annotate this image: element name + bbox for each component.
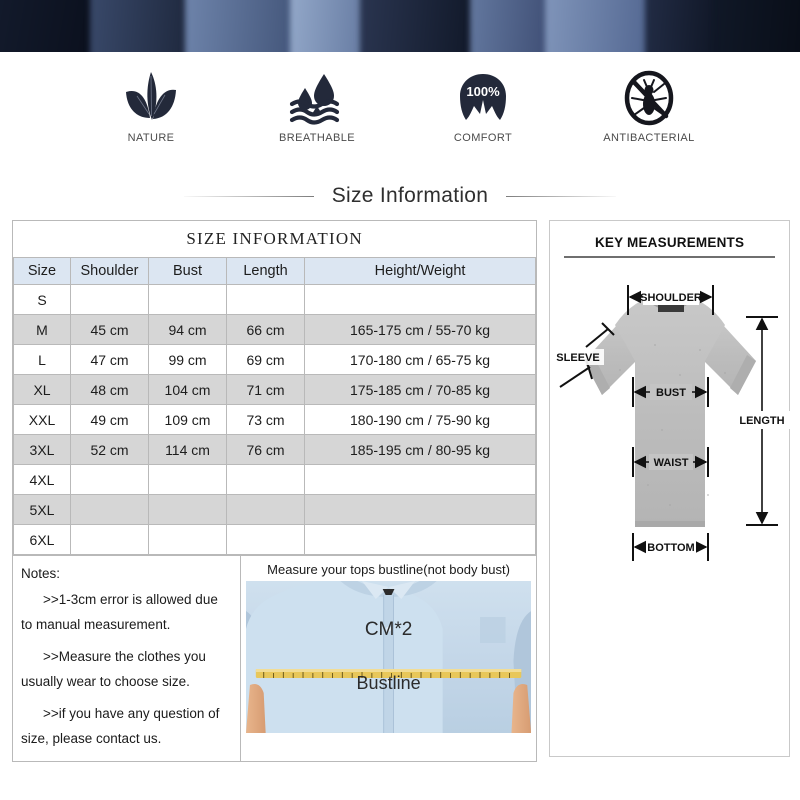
cell-shoulder: 45 cm <box>71 315 149 345</box>
cell-shoulder <box>71 285 149 315</box>
cell-size: M <box>14 315 71 345</box>
leaf-icon <box>96 68 206 130</box>
tshirt-measurement-diagram <box>550 255 792 725</box>
water-drop-icon <box>262 68 372 130</box>
cell-length <box>227 495 305 525</box>
table-header-row <box>14 258 536 285</box>
cell-length <box>227 465 305 495</box>
cell-shoulder: 49 cm <box>71 405 149 435</box>
column-header-shoulder: Shoulder <box>71 258 149 285</box>
heading-rule-right <box>506 196 616 197</box>
size-information-heading <box>0 172 800 220</box>
notes-block <box>13 556 241 761</box>
table-row <box>14 285 536 315</box>
feature-antibacterial <box>594 68 704 144</box>
feature-comfort <box>428 68 538 144</box>
feature-nature <box>96 68 206 144</box>
cell-length <box>227 525 305 555</box>
label-bust: BUST <box>656 387 687 399</box>
table-row <box>14 375 536 405</box>
table-title-row <box>14 221 536 258</box>
comfort-100-icon <box>428 68 538 130</box>
note-line-1: >>1-3cm error is allowed due <box>43 591 218 607</box>
cell-shoulder <box>71 465 149 495</box>
cell-shoulder <box>71 525 149 555</box>
cell-length: 71 cm <box>227 375 305 405</box>
column-header-length: Length <box>227 258 305 285</box>
photo-caption: Measure your tops bustline(not body bust) <box>267 562 510 577</box>
size-information-table <box>13 221 536 555</box>
table-row <box>14 315 536 345</box>
cell-bust: 94 cm <box>149 315 227 345</box>
cell-size: L <box>14 345 71 375</box>
feature-label: ANTIBACTERIAL <box>603 132 695 144</box>
cell-height-weight: 165-175 cm / 55-70 kg <box>305 315 536 345</box>
cell-size: 3XL <box>14 435 71 465</box>
cell-length: 76 cm <box>227 435 305 465</box>
cell-shoulder <box>71 495 149 525</box>
cell-height-weight: 180-190 cm / 75-90 kg <box>305 405 536 435</box>
cell-bust <box>149 495 227 525</box>
cell-bust: 104 cm <box>149 375 227 405</box>
cell-bust <box>149 465 227 495</box>
main-content <box>0 220 800 762</box>
no-insect-icon <box>594 68 704 130</box>
feature-breathable <box>262 68 372 144</box>
cell-bust: 99 cm <box>149 345 227 375</box>
fabric-banner <box>0 0 800 52</box>
key-measurements-panel <box>549 220 790 757</box>
table-row <box>14 405 536 435</box>
cell-shoulder: 48 cm <box>71 375 149 405</box>
size-table-panel <box>12 220 537 762</box>
table-row <box>14 525 536 555</box>
cell-size: S <box>14 285 71 315</box>
feature-label: COMFORT <box>453 132 513 144</box>
cell-size: XXL <box>14 405 71 435</box>
cell-length: 69 cm <box>227 345 305 375</box>
cell-length: 73 cm <box>227 405 305 435</box>
table-row <box>14 465 536 495</box>
photo-label-bustline: Bustline <box>356 673 421 693</box>
cell-shoulder: 52 cm <box>71 435 149 465</box>
feature-label: NATURE <box>127 132 175 144</box>
notes-heading: Notes: <box>21 566 61 581</box>
table-row <box>14 435 536 465</box>
note-line-1b: to manual measurement. <box>21 617 171 633</box>
banner-fold <box>185 0 305 52</box>
banner-fold <box>90 0 200 52</box>
svg-text:100%: 100% <box>466 84 500 99</box>
notes-and-photo <box>13 555 536 761</box>
feature-strip <box>0 52 800 172</box>
cell-height-weight: 170-180 cm / 65-75 kg <box>305 345 536 375</box>
column-header-size: Size <box>14 258 71 285</box>
label-waist: WAIST <box>653 457 689 469</box>
bustline-photo-block <box>241 556 536 761</box>
cell-height-weight <box>305 525 536 555</box>
cell-shoulder: 47 cm <box>71 345 149 375</box>
label-sleeve: SLEEVE <box>556 352 600 364</box>
cell-size: 4XL <box>14 465 71 495</box>
table-title: SIZE INFORMATION <box>14 221 536 258</box>
column-header-height-weight: Height/Weight <box>305 258 536 285</box>
cell-bust: 109 cm <box>149 405 227 435</box>
cell-height-weight: 185-195 cm / 80-95 kg <box>305 435 536 465</box>
cell-height-weight <box>305 465 536 495</box>
page-title: Size Information <box>331 184 489 207</box>
feature-label: BREATHABLE <box>279 132 355 144</box>
bustline-photo <box>246 581 531 733</box>
cell-height-weight <box>305 495 536 525</box>
note-line-3b: size, please contact us. <box>21 731 162 747</box>
cell-length: 66 cm <box>227 315 305 345</box>
cell-bust <box>149 525 227 555</box>
size-table-body <box>14 221 536 555</box>
note-line-2b: usually wear to choose size. <box>21 674 190 690</box>
cell-length <box>227 285 305 315</box>
cell-bust <box>149 285 227 315</box>
cell-size: 6XL <box>14 525 71 555</box>
shirt-illustration <box>246 581 531 733</box>
label-length: LENGTH <box>739 415 785 427</box>
cell-size: 5XL <box>14 495 71 525</box>
cell-bust: 114 cm <box>149 435 227 465</box>
key-measurements-title: KEY MEASUREMENTS <box>594 235 745 250</box>
label-shoulder: SHOULDER <box>640 292 703 304</box>
heading-rule-left <box>184 196 314 197</box>
note-line-3: >>if you have any question of <box>43 705 220 721</box>
photo-label-cm: CM*2 <box>364 619 413 640</box>
note-line-2: >>Measure the clothes you <box>43 648 206 664</box>
cell-height-weight: 175-185 cm / 70-85 kg <box>305 375 536 405</box>
table-row <box>14 495 536 525</box>
banner-fold <box>715 0 800 52</box>
cell-size: XL <box>14 375 71 405</box>
cell-height-weight <box>305 285 536 315</box>
column-header-bust: Bust <box>149 258 227 285</box>
table-row <box>14 345 536 375</box>
banner-fold <box>0 0 100 52</box>
label-bottom: BOTTOM <box>647 542 695 554</box>
